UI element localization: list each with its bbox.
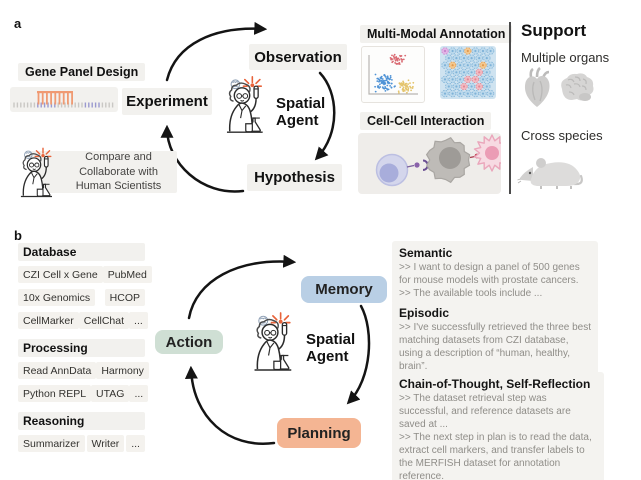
support-divider bbox=[509, 22, 511, 194]
hexagon-tissue-figure bbox=[440, 46, 496, 99]
semantic-line: >> The available tools include ... bbox=[399, 288, 543, 299]
heart-icon bbox=[521, 67, 553, 109]
tool-chip: Harmony bbox=[96, 362, 149, 379]
cot-reflection-block bbox=[392, 372, 604, 480]
semantic-memory-block bbox=[392, 241, 598, 305]
panel-a-label: a bbox=[14, 16, 22, 31]
episodic-line: >> I've successfully retrieved the three best matching datasets from CZI database, using a description of “human, healthy, brain”. bbox=[399, 322, 592, 372]
collaborate-text: Compare and Collaborate with Human Scientists bbox=[75, 150, 162, 193]
gene-panel-figure bbox=[10, 87, 118, 112]
episodic-title: Episodic bbox=[399, 306, 450, 320]
hex-cells bbox=[442, 48, 494, 97]
semantic-line: >> I want to design a panel of 500 genes for mouse models with prostate cancers. bbox=[399, 262, 580, 286]
action-node: Action bbox=[155, 330, 223, 354]
tool-chip: Writer bbox=[87, 435, 125, 452]
gene-comb bbox=[39, 92, 73, 105]
mouse-icon bbox=[517, 147, 591, 191]
spatial-agent-label: Spatial Agent bbox=[276, 95, 326, 130]
planning-node: Planning bbox=[277, 418, 361, 448]
scientist-icon bbox=[213, 73, 271, 135]
tool-chip: CellMarker bbox=[18, 312, 79, 329]
tool-chip: Python REPL bbox=[18, 385, 91, 402]
toolbox-section-database: Database bbox=[18, 243, 145, 261]
tool-chip: CellChat bbox=[79, 312, 129, 329]
cot-line: >> The next step in plan is to read the data, extract cell markers, and transfer labels to the MERFISH dataset for annotation reference. bbox=[399, 432, 592, 480]
toolbox-section-processing: Processing bbox=[18, 339, 145, 357]
cell-cell-figure bbox=[358, 133, 501, 194]
gene-panel-title: Gene Panel Design bbox=[18, 63, 145, 81]
observation-node: Observation bbox=[249, 44, 347, 70]
arrow-planning-action bbox=[191, 369, 274, 444]
episodic-memory-block bbox=[392, 301, 598, 378]
tool-chip: HCOP bbox=[105, 289, 145, 306]
tool-chip: ... bbox=[126, 435, 145, 452]
toolbox bbox=[18, 243, 145, 452]
brain-icon bbox=[558, 72, 595, 103]
tool-chip: CZI Cell x Gene bbox=[18, 266, 103, 283]
panel-b-label: b bbox=[14, 228, 22, 243]
cellcell-title: Cell-Cell Interaction bbox=[360, 112, 491, 130]
multimodal-title: Multi-Modal Annotation bbox=[360, 25, 512, 43]
toolbox-section-reasoning: Reasoning bbox=[18, 412, 145, 430]
tool-chip: Summarizer bbox=[18, 435, 85, 452]
tool-chip: ... bbox=[129, 385, 148, 402]
tool-chip: UTAG bbox=[91, 385, 129, 402]
scientist-icon bbox=[241, 309, 299, 373]
tool-chip: ... bbox=[129, 312, 148, 329]
experiment-node: Experiment bbox=[122, 88, 212, 115]
semantic-title: Semantic bbox=[399, 246, 453, 260]
memory-node: Memory bbox=[301, 276, 387, 303]
human-scientist-icon bbox=[9, 145, 59, 199]
spatial-agent-label: Spatial Agent bbox=[306, 331, 356, 366]
support-item-organs: Multiple organs bbox=[521, 50, 610, 65]
scatter-dots bbox=[374, 54, 414, 94]
tool-chip: PubMed bbox=[103, 266, 152, 283]
support-item-species: Cross species bbox=[521, 128, 603, 143]
umap-scatter-figure bbox=[361, 46, 425, 103]
cot-line: >> The dataset retrieval step was successful, and reference datasets are saved at ... bbox=[399, 393, 571, 430]
hypothesis-node: Hypothesis bbox=[247, 164, 342, 191]
support-title: Support bbox=[521, 21, 587, 40]
arrow-hypothesis-experiment bbox=[167, 128, 243, 192]
cot-title: Chain-of-Thought, Self-Reflection bbox=[399, 377, 591, 391]
tool-chip: Read AnnData bbox=[18, 362, 96, 379]
tool-chip: 10x Genomics bbox=[18, 289, 95, 306]
